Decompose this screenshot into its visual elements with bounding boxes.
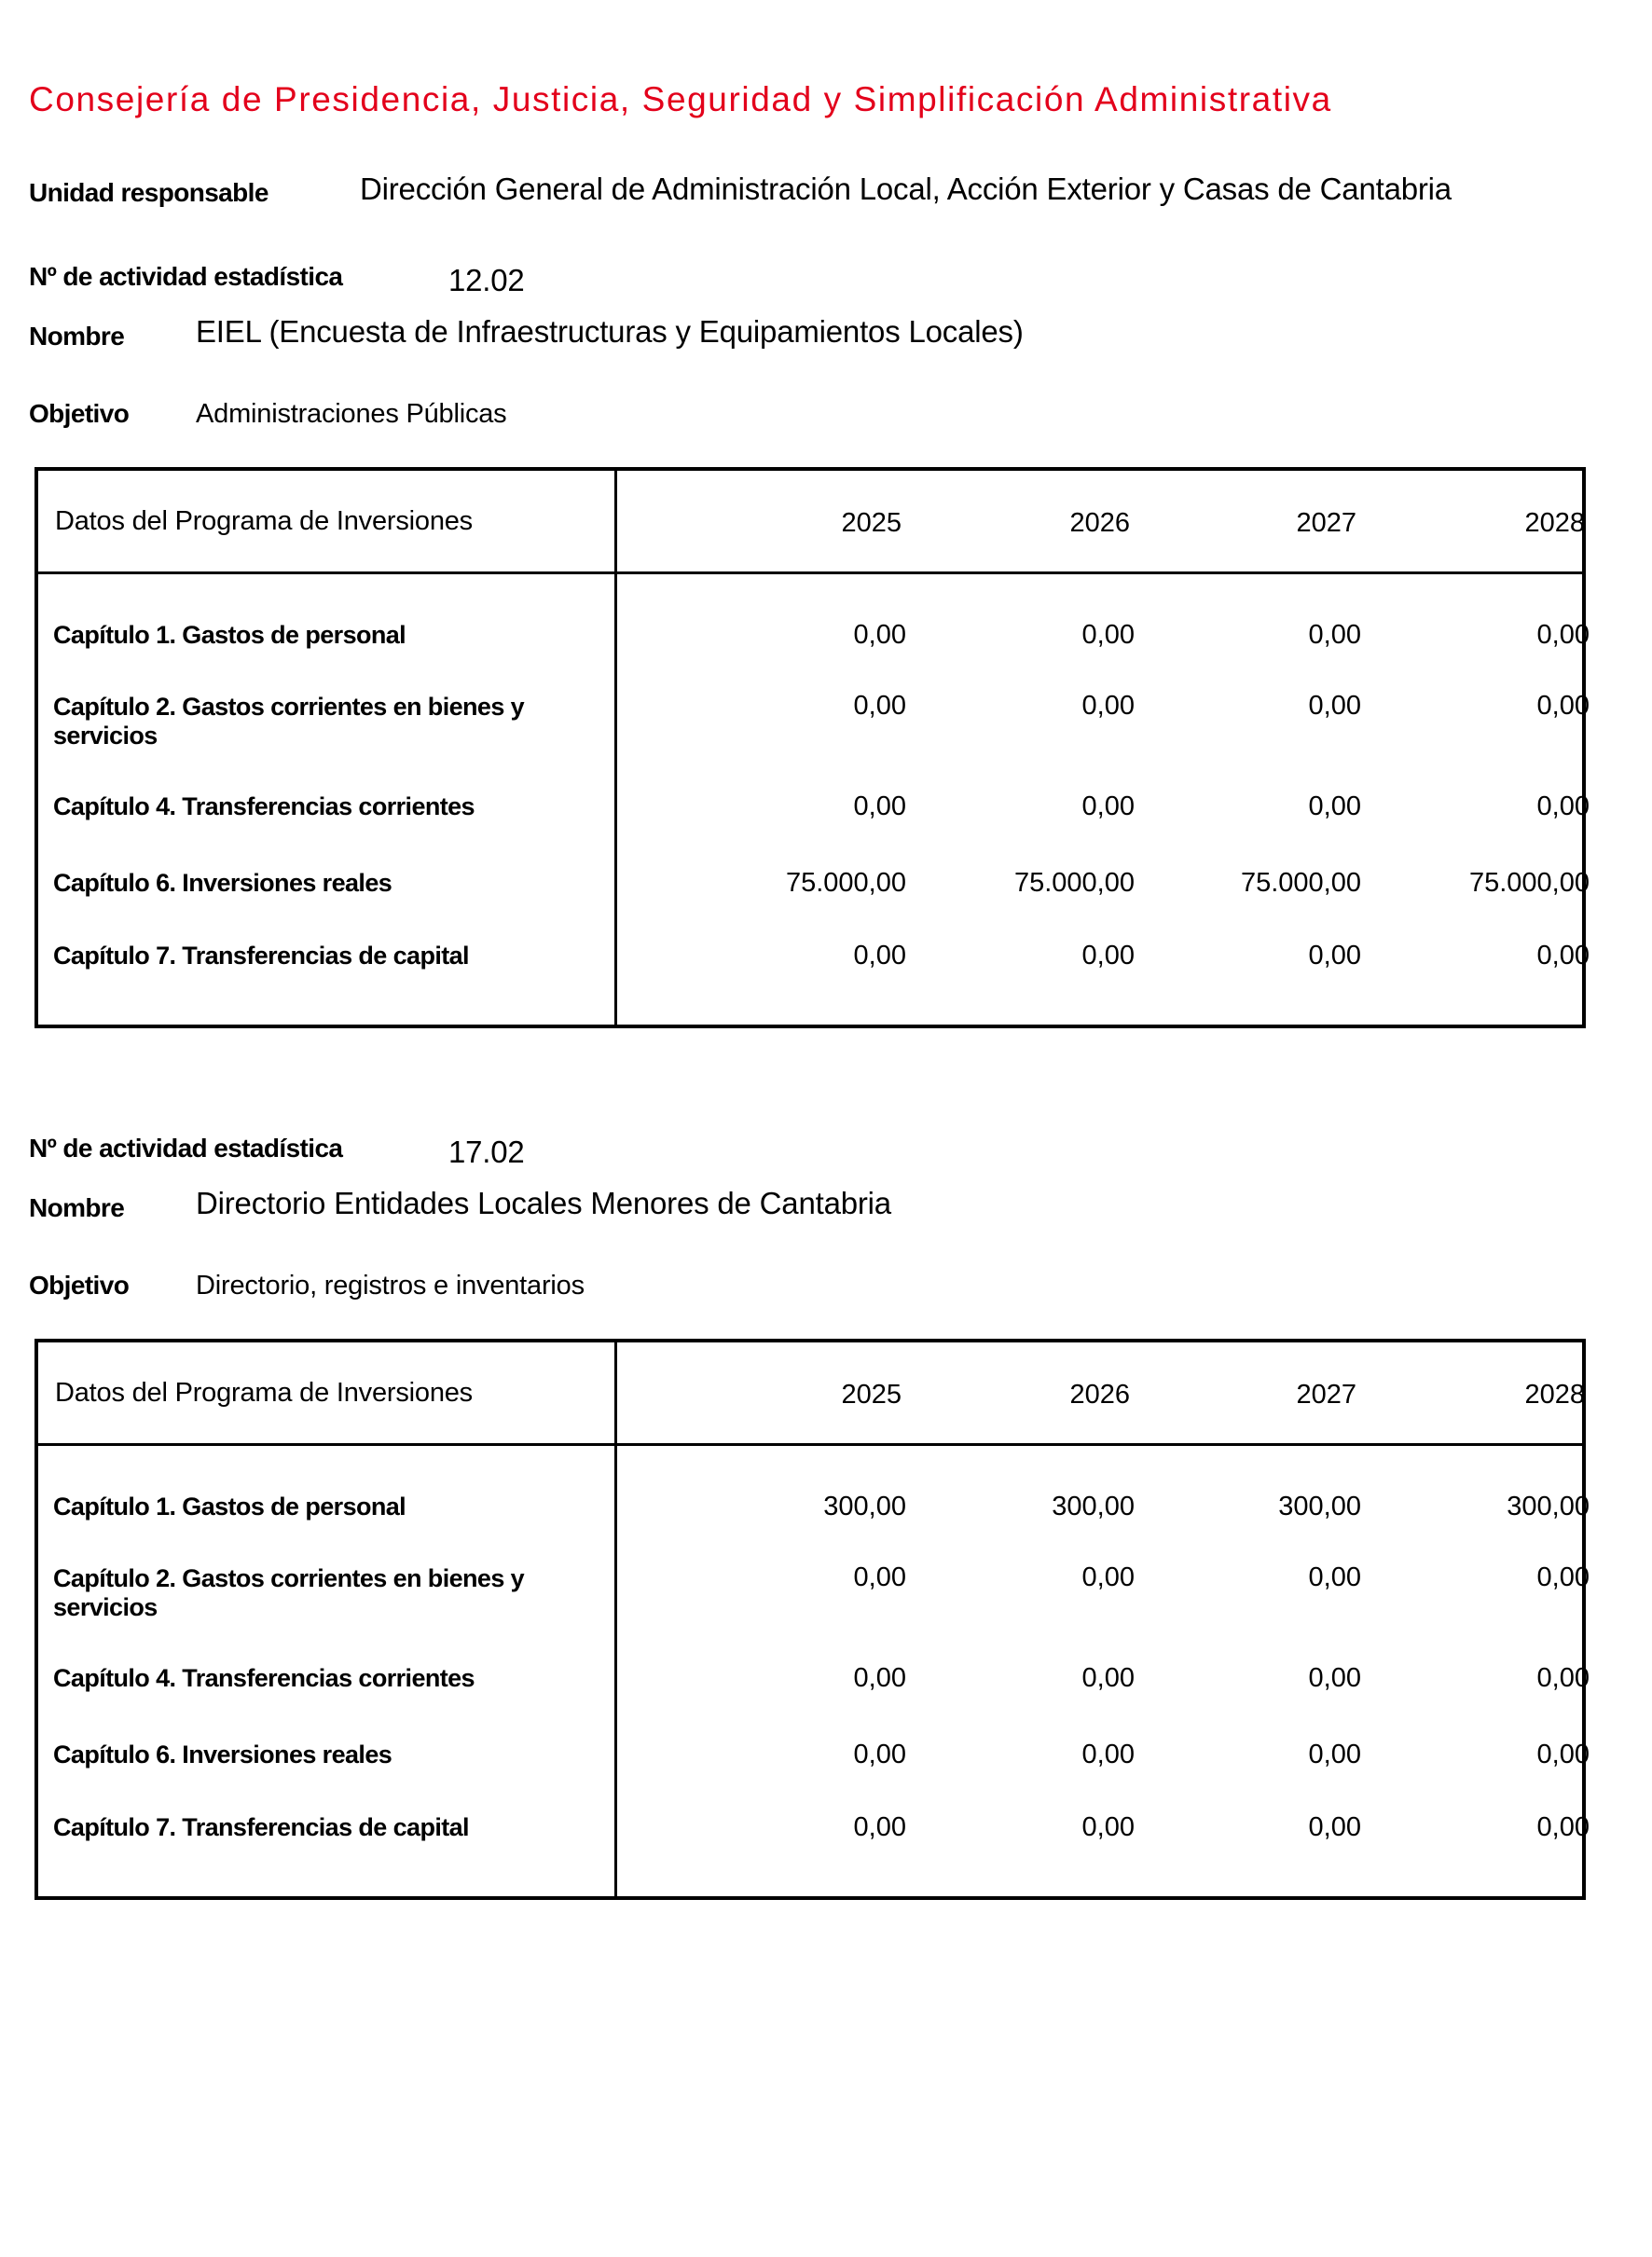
table-cell: 0,00: [1081, 941, 1135, 970]
table-divider: [614, 471, 617, 1025]
table-cell: 0,00: [853, 1663, 906, 1693]
year-header: 2025: [841, 1380, 902, 1410]
table-divider: [614, 1342, 617, 1896]
investment-table: [34, 1339, 1590, 1900]
unidad-responsable-value: Dirección General de Administración Local, Acción Exterior y Casas de Cantabria: [360, 172, 1452, 206]
objetivo-value: Administraciones Públicas: [196, 399, 507, 429]
activity-number-label: Nº de actividad estadística: [29, 262, 343, 291]
table-cell: 0,00: [1308, 1562, 1361, 1592]
table-header-label: Datos del Programa de Inversiones: [55, 1378, 473, 1408]
table-cell: 0,00: [1308, 691, 1361, 721]
table-cell: 0,00: [1308, 941, 1361, 970]
table-cell: 75.000,00: [785, 868, 906, 898]
table-cell: 0,00: [1536, 1562, 1590, 1592]
table-cell: 300,00: [823, 1492, 906, 1521]
table-cell: 0,00: [853, 941, 906, 970]
row-label: Capítulo 2. Gastos corrientes en bienes y servicios: [53, 693, 525, 750]
year-header: 2026: [1069, 508, 1130, 538]
table-cell: 75.000,00: [1468, 868, 1590, 898]
table-cell: 0,00: [1536, 620, 1590, 650]
activity-number-label: Nº de actividad estadística: [29, 1134, 343, 1163]
table-cell: 0,00: [1536, 1812, 1590, 1842]
table-cell: 0,00: [853, 620, 906, 650]
table-cell: 0,00: [1081, 691, 1135, 721]
activity-number-value: 17.02: [448, 1135, 525, 1169]
row-label: Capítulo 6. Inversiones reales: [53, 1741, 392, 1768]
table-cell: 0,00: [1308, 1740, 1361, 1769]
table-cell: 0,00: [1308, 791, 1361, 821]
table-header-label: Datos del Programa de Inversiones: [55, 506, 473, 536]
row-label: Capítulo 4. Transferencias corrientes: [53, 1664, 475, 1692]
year-header: 2025: [841, 508, 902, 538]
objetivo-label: Objetivo: [29, 1271, 130, 1300]
table-cell: 0,00: [1536, 691, 1590, 721]
year-header: 2026: [1069, 1380, 1130, 1410]
nombre-value: EIEL (Encuesta de Infraestructuras y Equipamientos Locales): [196, 314, 1024, 349]
table-cell: 0,00: [853, 1812, 906, 1842]
activity-number-value: 12.02: [448, 263, 525, 297]
table-cell: 75.000,00: [1013, 868, 1135, 898]
table-cell: 0,00: [1081, 1812, 1135, 1842]
table-header-divider: [38, 571, 1582, 574]
objetivo-value: Directorio, registros e inventarios: [196, 1271, 585, 1301]
table-cell: 0,00: [853, 791, 906, 821]
row-label: Capítulo 1. Gastos de personal: [53, 621, 406, 649]
nombre-label: Nombre: [29, 1193, 125, 1222]
table-cell: 0,00: [1081, 1740, 1135, 1769]
table-cell: 0,00: [853, 1740, 906, 1769]
row-label: Capítulo 2. Gastos corrientes en bienes y servicios: [53, 1564, 525, 1621]
table-cell: 0,00: [1536, 1663, 1590, 1693]
table-cell: 0,00: [1081, 1663, 1135, 1693]
investment-table: [34, 467, 1590, 1028]
table-header-divider: [38, 1443, 1582, 1446]
table-cell: 0,00: [1536, 1740, 1590, 1769]
row-label: Capítulo 7. Transferencias de capital: [53, 942, 469, 970]
table-cell: 300,00: [1052, 1492, 1135, 1521]
year-header: 2027: [1296, 508, 1356, 538]
page-title: Consejería de Presidencia, Justicia, Seguridad y Simplificación Administrativa: [29, 80, 1332, 118]
table-cell: 0,00: [853, 691, 906, 721]
year-header: 2028: [1524, 1380, 1585, 1410]
table-cell: 0,00: [1081, 791, 1135, 821]
year-header: 2027: [1296, 1380, 1356, 1410]
objetivo-label: Objetivo: [29, 399, 130, 428]
table-cell: 0,00: [1308, 620, 1361, 650]
table-cell: 0,00: [853, 1562, 906, 1592]
table-cell: 300,00: [1507, 1492, 1590, 1521]
table-cell: 0,00: [1081, 1562, 1135, 1592]
row-label: Capítulo 1. Gastos de personal: [53, 1493, 406, 1521]
row-label: Capítulo 6. Inversiones reales: [53, 869, 392, 897]
unidad-responsable-label: Unidad responsable: [29, 178, 268, 207]
table-cell: 300,00: [1278, 1492, 1361, 1521]
table-cell: 0,00: [1308, 1812, 1361, 1842]
row-label: Capítulo 4. Transferencias corrientes: [53, 792, 475, 820]
table-cell: 0,00: [1536, 791, 1590, 821]
nombre-label: Nombre: [29, 322, 125, 351]
table-cell: 0,00: [1536, 941, 1590, 970]
row-label: Capítulo 7. Transferencias de capital: [53, 1813, 469, 1841]
year-header: 2028: [1524, 508, 1585, 538]
table-cell: 75.000,00: [1240, 868, 1361, 898]
nombre-value: Directorio Entidades Locales Menores de Cantabria: [196, 1186, 891, 1220]
table-cell: 0,00: [1081, 620, 1135, 650]
table-cell: 0,00: [1308, 1663, 1361, 1693]
